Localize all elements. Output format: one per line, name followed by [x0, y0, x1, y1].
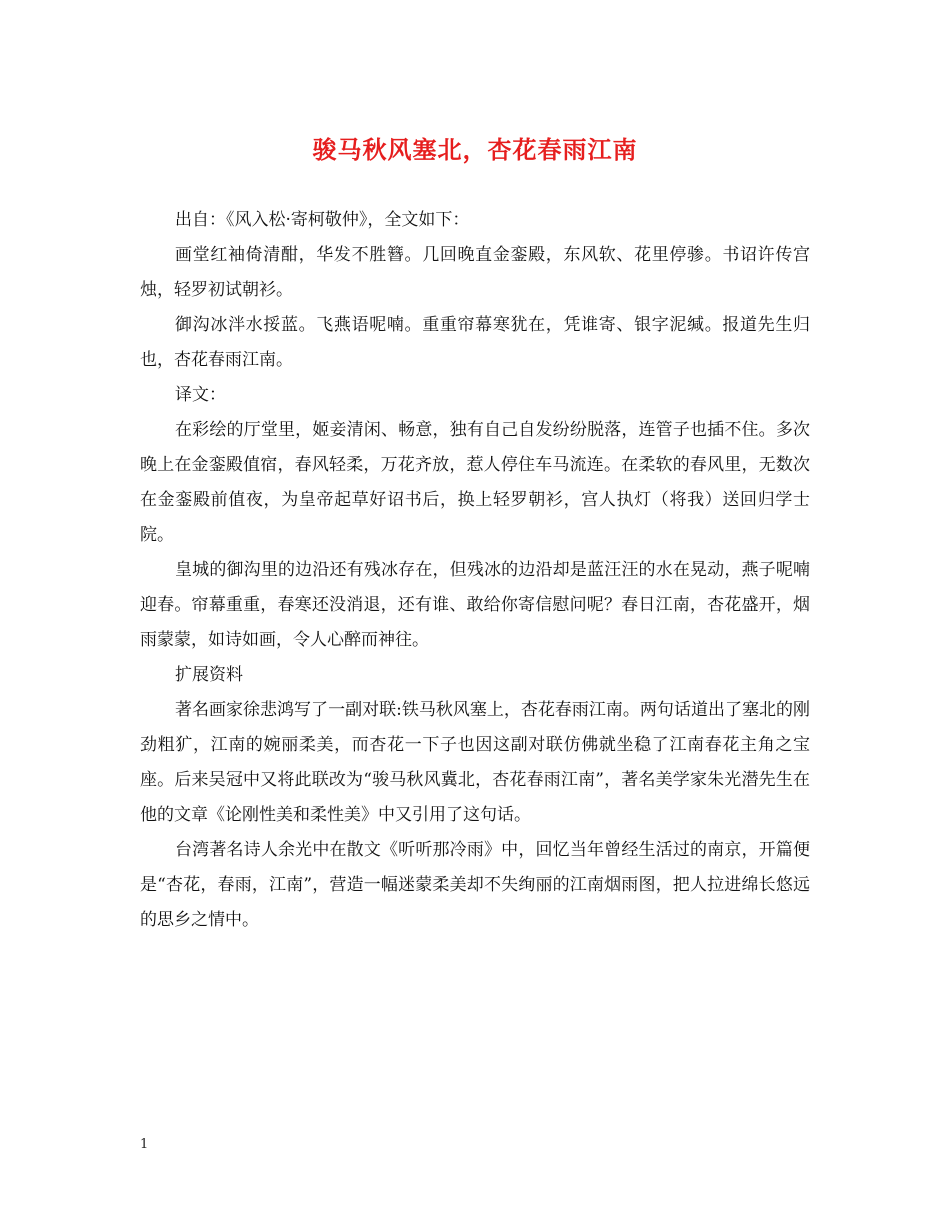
paragraph-translation-1: 在彩绘的厅堂里，姬妾清闲、畅意，独有自己自发纷纷脱落，连管子也插不住。多次晚上在金銮殿值宿，春风轻柔，万花齐放，惹人停住车马流连。在柔软的春风里，无数次在金銮殿前值夜，为皇帝起草好诏书后，换上轻罗朝衫，宫人执灯（将我）送回归学士院。 — [140, 420, 810, 545]
page-number: 1 — [140, 1137, 149, 1152]
paragraph-extended-heading: 扩展资料 — [175, 665, 243, 685]
document-body — [140, 203, 810, 938]
paragraph-poem-stanza-2: 御沟冰泮水挼蓝。飞燕语呢喃。重重帘幕寒犹在，凭谁寄、银字泥缄。报道先生归也，杏花春雨江南。 — [140, 315, 810, 370]
paragraph-extended-2: 台湾著名诗人余光中在散文《听听那冷雨》中，回忆当年曾经生活过的南京，开篇便是“杏花，春雨，江南”，营造一幅迷蒙柔美却不失绚丽的江南烟雨图，把人拉进绵长悠远的思乡之情中。 — [140, 840, 810, 930]
paragraph-translation-heading: 译文： — [175, 385, 226, 405]
paragraph-extended-1: 著名画家徐悲鸿写了一副对联:铁马秋风塞上，杏花春雨江南。两句话道出了塞北的刚劲粗犷，江南的婉丽柔美，而杏花一下子也因这副对联仿佛就坐稳了江南春花主角之宝座。后来吴冠中又将此联改为“骏马秋风冀北，杏花春雨江南”，著名美学家朱光潜先生在他的文章《论刚性美和柔性美》中又引用了这句话。 — [140, 700, 810, 825]
paragraph-source: 出自：《风入松·寄柯敬仲》，全文如下： — [175, 210, 470, 230]
document-title: 骏马秋风塞北，杏花春雨江南 — [312, 135, 638, 164]
paragraph-poem-stanza-1: 画堂红袖倚清酣，华发不胜簪。几回晚直金銮殿，东风软、花里停骖。书诏许传宫烛，轻罗初试朝衫。 — [140, 245, 810, 300]
paragraph-translation-2: 皇城的御沟里的边沿还有残冰存在，但残冰的边沿却是蓝汪汪的水在晃动，燕子呢喃迎春。帘幕重重，春寒还没消退，还有谁、敢给你寄信慰问呢？春日江南，杏花盛开，烟雨蒙蒙，如诗如画，令人心醉而神往。 — [140, 560, 810, 650]
